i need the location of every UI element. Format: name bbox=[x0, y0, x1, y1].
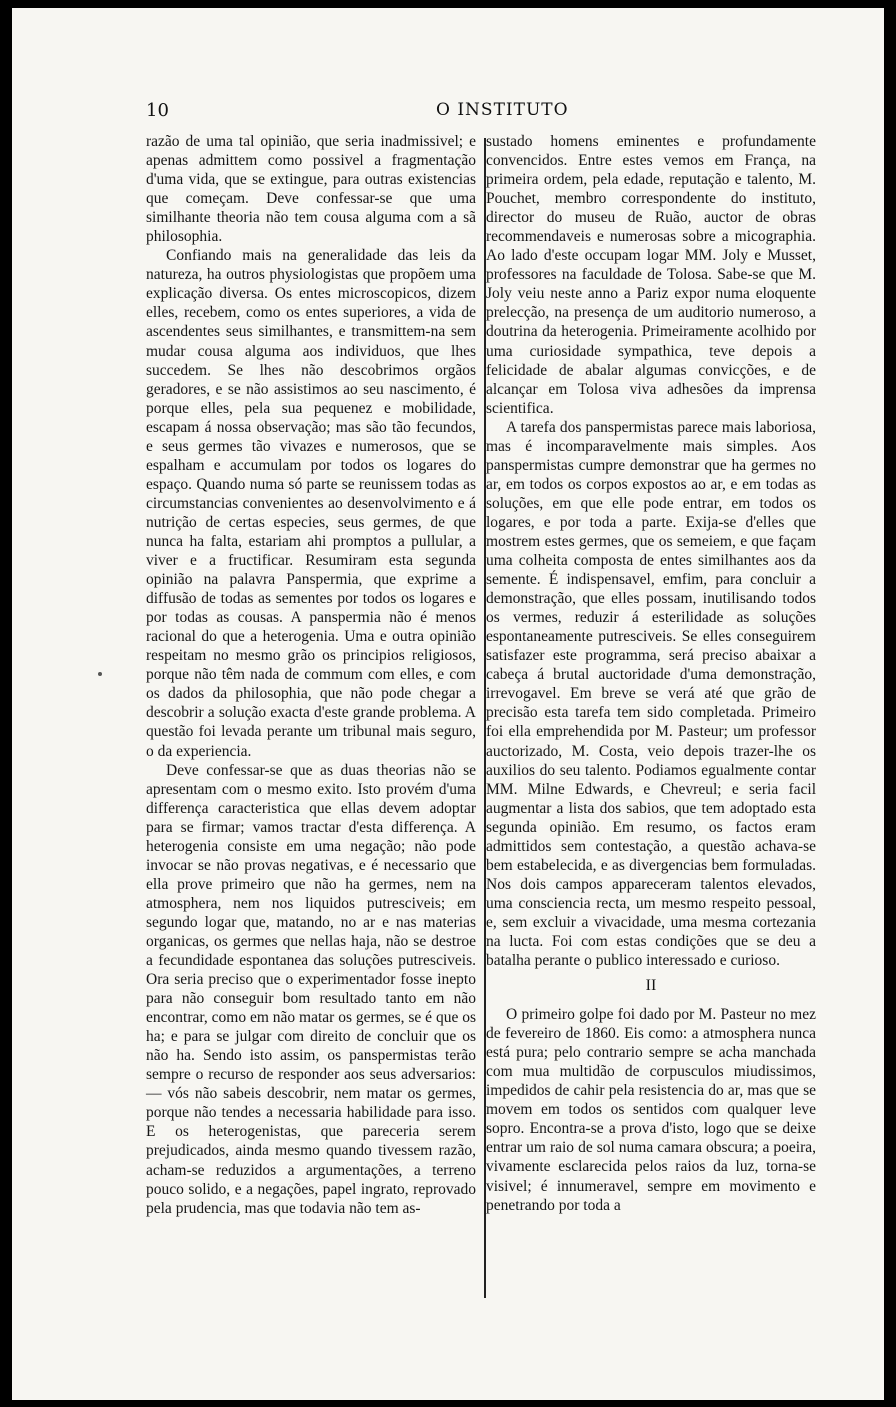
left-column bbox=[146, 132, 476, 1218]
page bbox=[12, 8, 884, 1400]
right-column bbox=[486, 132, 816, 1215]
paragraph: sustado homens eminentes e profundamente convencidos. Entre estes vemos em França, na primeira ordem, pela edade, reputação e talento, M. Pouchet, membro correspondente do instituto, director do museu de Ruão, auctor de obras recommendaveis e numerosas sobre a micographia. Ao lado d'este occupam logar MM. Joly e Musset, professores na faculdade de Tolosa. Sabe-se que M. Joly veiu neste anno a Pariz expor numa eloquente prelecção, na presença de um auditorio numeroso, a doutrina da heterogenia. Primeiramente acolhido por uma curiosidade sympathica, teve depois a felicidade de abalar algumas convicções, e de alcançar em Tolosa viva adhesões da imprensa scientifica. bbox=[486, 133, 816, 417]
paragraph: Confiando mais na generalidade das leis da natureza, ha outros physiologistas que propõem uma explicação diversa. Os entes microscopicos, dizem elles, recebem, como os entes superiores, a vida de ascendentes seus similhantes, e transmittem-na sem mudar cousa alguma aos individuos, que lhes succedem. Se lhes não descobrimos orgãos geradores, e se não assistimos ao seu nascimento, é porque elles, pela sua pequenez e mobilidade, escapam á nossa observação; mas são tão fecundos, e seus germes tão vivazes e numerosos, que se espalham e accumulam por todos os logares do espaço. Quando numa só parte se reunissem todas as circumstancias convenientes ao desenvolvimento e á nutrição de certas especies, seus germes, de que nunca ha falta, estariam ahi promptos a pullular, a viver e a fructificar. Resumiram esta segunda opinião na palavra Panspermia, que exprime a diffusão de todas as sementes por todos os logares e por todas as cousas. A panspermia não é menos racional do que a heterogenia. Uma e outra opinião respeitam no mesmo grão os principios religiosos, porque não têm nada de commum com elles, e com os dados da philosophia, que não pode chegar a descobrir a solução exacta d'este grande problema. A questão foi levada perante um tribunal mais seguro, o da experiencia. bbox=[146, 247, 476, 760]
paragraph: razão de uma tal opinião, que seria inadmissivel; e apenas admittem como possivel a fragmentação d'uma vida, que se extingue, para outras existencias que começam. Deve confessar-se que uma similhante theoria não tem cousa alguma com a sã philosophia. bbox=[146, 133, 476, 246]
page-header bbox=[146, 100, 836, 124]
page-number: 10 bbox=[146, 100, 169, 121]
paragraph: A tarefa dos panspermistas parece mais laboriosa, mas é incomparavelmente mais simples. Aos panspermistas cumpre demonstrar que ha germes no ar, em todos os corpos expostos ao ar, e em todas as soluções, em que elle pode entrar, em todos os logares, e por toda a parte. Exija-se d'elles que mostrem estes germes, que os semeiem, e que façam uma colheita composta de entes similhantes aos da semente. É indispensavel, emfim, para concluir a demonstração, que elles possam, inutilisando todos os vermes, reduzir á esterilidade as soluções espontaneamente putresciveis. Se elles conseguirem satisfazer este programma, será preciso abaixar a cabeça á brutal auctoridade d'uma demonstração, irrevogavel. Em breve se verá até que grão de precisão esta tarefa tem sido completada. Primeiro foi ella emprehendida por M. Pasteur; um professor auctorizado, M. Costa, veio depois trazer-lhe os auxilios do seu talento. Podiamos egualmente contar MM. Milne Edwards, e Chevreul; e seria facil augmentar a lista dos sabios, que tem adoptado esta segunda opinião. Em resumo, os factos eram admittidos sem contestação, a questão achava-se bem estabelecida, e as divergencias bem formuladas. Nos dois campos appareceram talentos elevados, uma consciencia recta, um mesmo respeito pessoal, e, sem excluir a vivacidade, uma mesma cortezania na lucta. Foi com estas condições que se deu a batalha perante o publico interessado e curioso. bbox=[486, 418, 816, 970]
paragraph: Deve confessar-se que as duas theorias não se apresentam com o mesmo exito. Isto provém d'uma differença caracteristica que ellas devem adoptar para se firmar; vamos tractar d'esta differença. A heterogenia consiste em uma negação; não pode invocar se não provas negativas, e é necessario que ella prove primeiro que não ha germes, nem na atmosphera, nem nos liquidos putresciveis; em segundo logar que, matando, no ar e nas materias organicas, os germes que nellas haja, não se destroe a fecundidade espontanea das soluções putresciveis. Ora seria preciso que o experimentador fosse inepto para não conseguir bom resultado tanto em não encontrar, como em não matar os germes, se é que os ha; e para se julgar com direito de concluir que os não ha. Sendo isto assim, os panspermistas terão sempre o recurso de responder aos seus adversarios:— vós não sabeis descobrir, nem matar os germes, porque não tendes a necessaria habilidade para isso. E os heterogenistas, que pareceria serem prejudicados, ainda mesmo quando tivessem razão, acham-se reduzidos a argumentações, a terreno pouco solido, e a negações, papel ingrato, reprovado pela prudencia, mas que todavia não tem as- bbox=[146, 761, 476, 1217]
running-title: O INSTITUTO bbox=[436, 100, 569, 120]
paragraph: O primeiro golpe foi dado por M. Pasteur no mez de fevereiro de 1860. Eis como: a atmosphera nunca está pura; pelo contrario sempre se acha manchada com mua multidão de corpusculos miudissimos, impedidos de cahir pela resistencia do ar, mas que se movem em todos os sentidos com qualquer leve sopro. Encontra-se a prova d'isto, logo que se deixe entrar um raio de sol numa camara obscura; a poeira, vivamente esclarecida pelos raios da luz, torna-se visivel; é innumeravel, sempre em movimento e penetrando por toda a bbox=[486, 1006, 816, 1214]
section-heading: II bbox=[645, 977, 657, 995]
ink-spot bbox=[98, 672, 102, 676]
